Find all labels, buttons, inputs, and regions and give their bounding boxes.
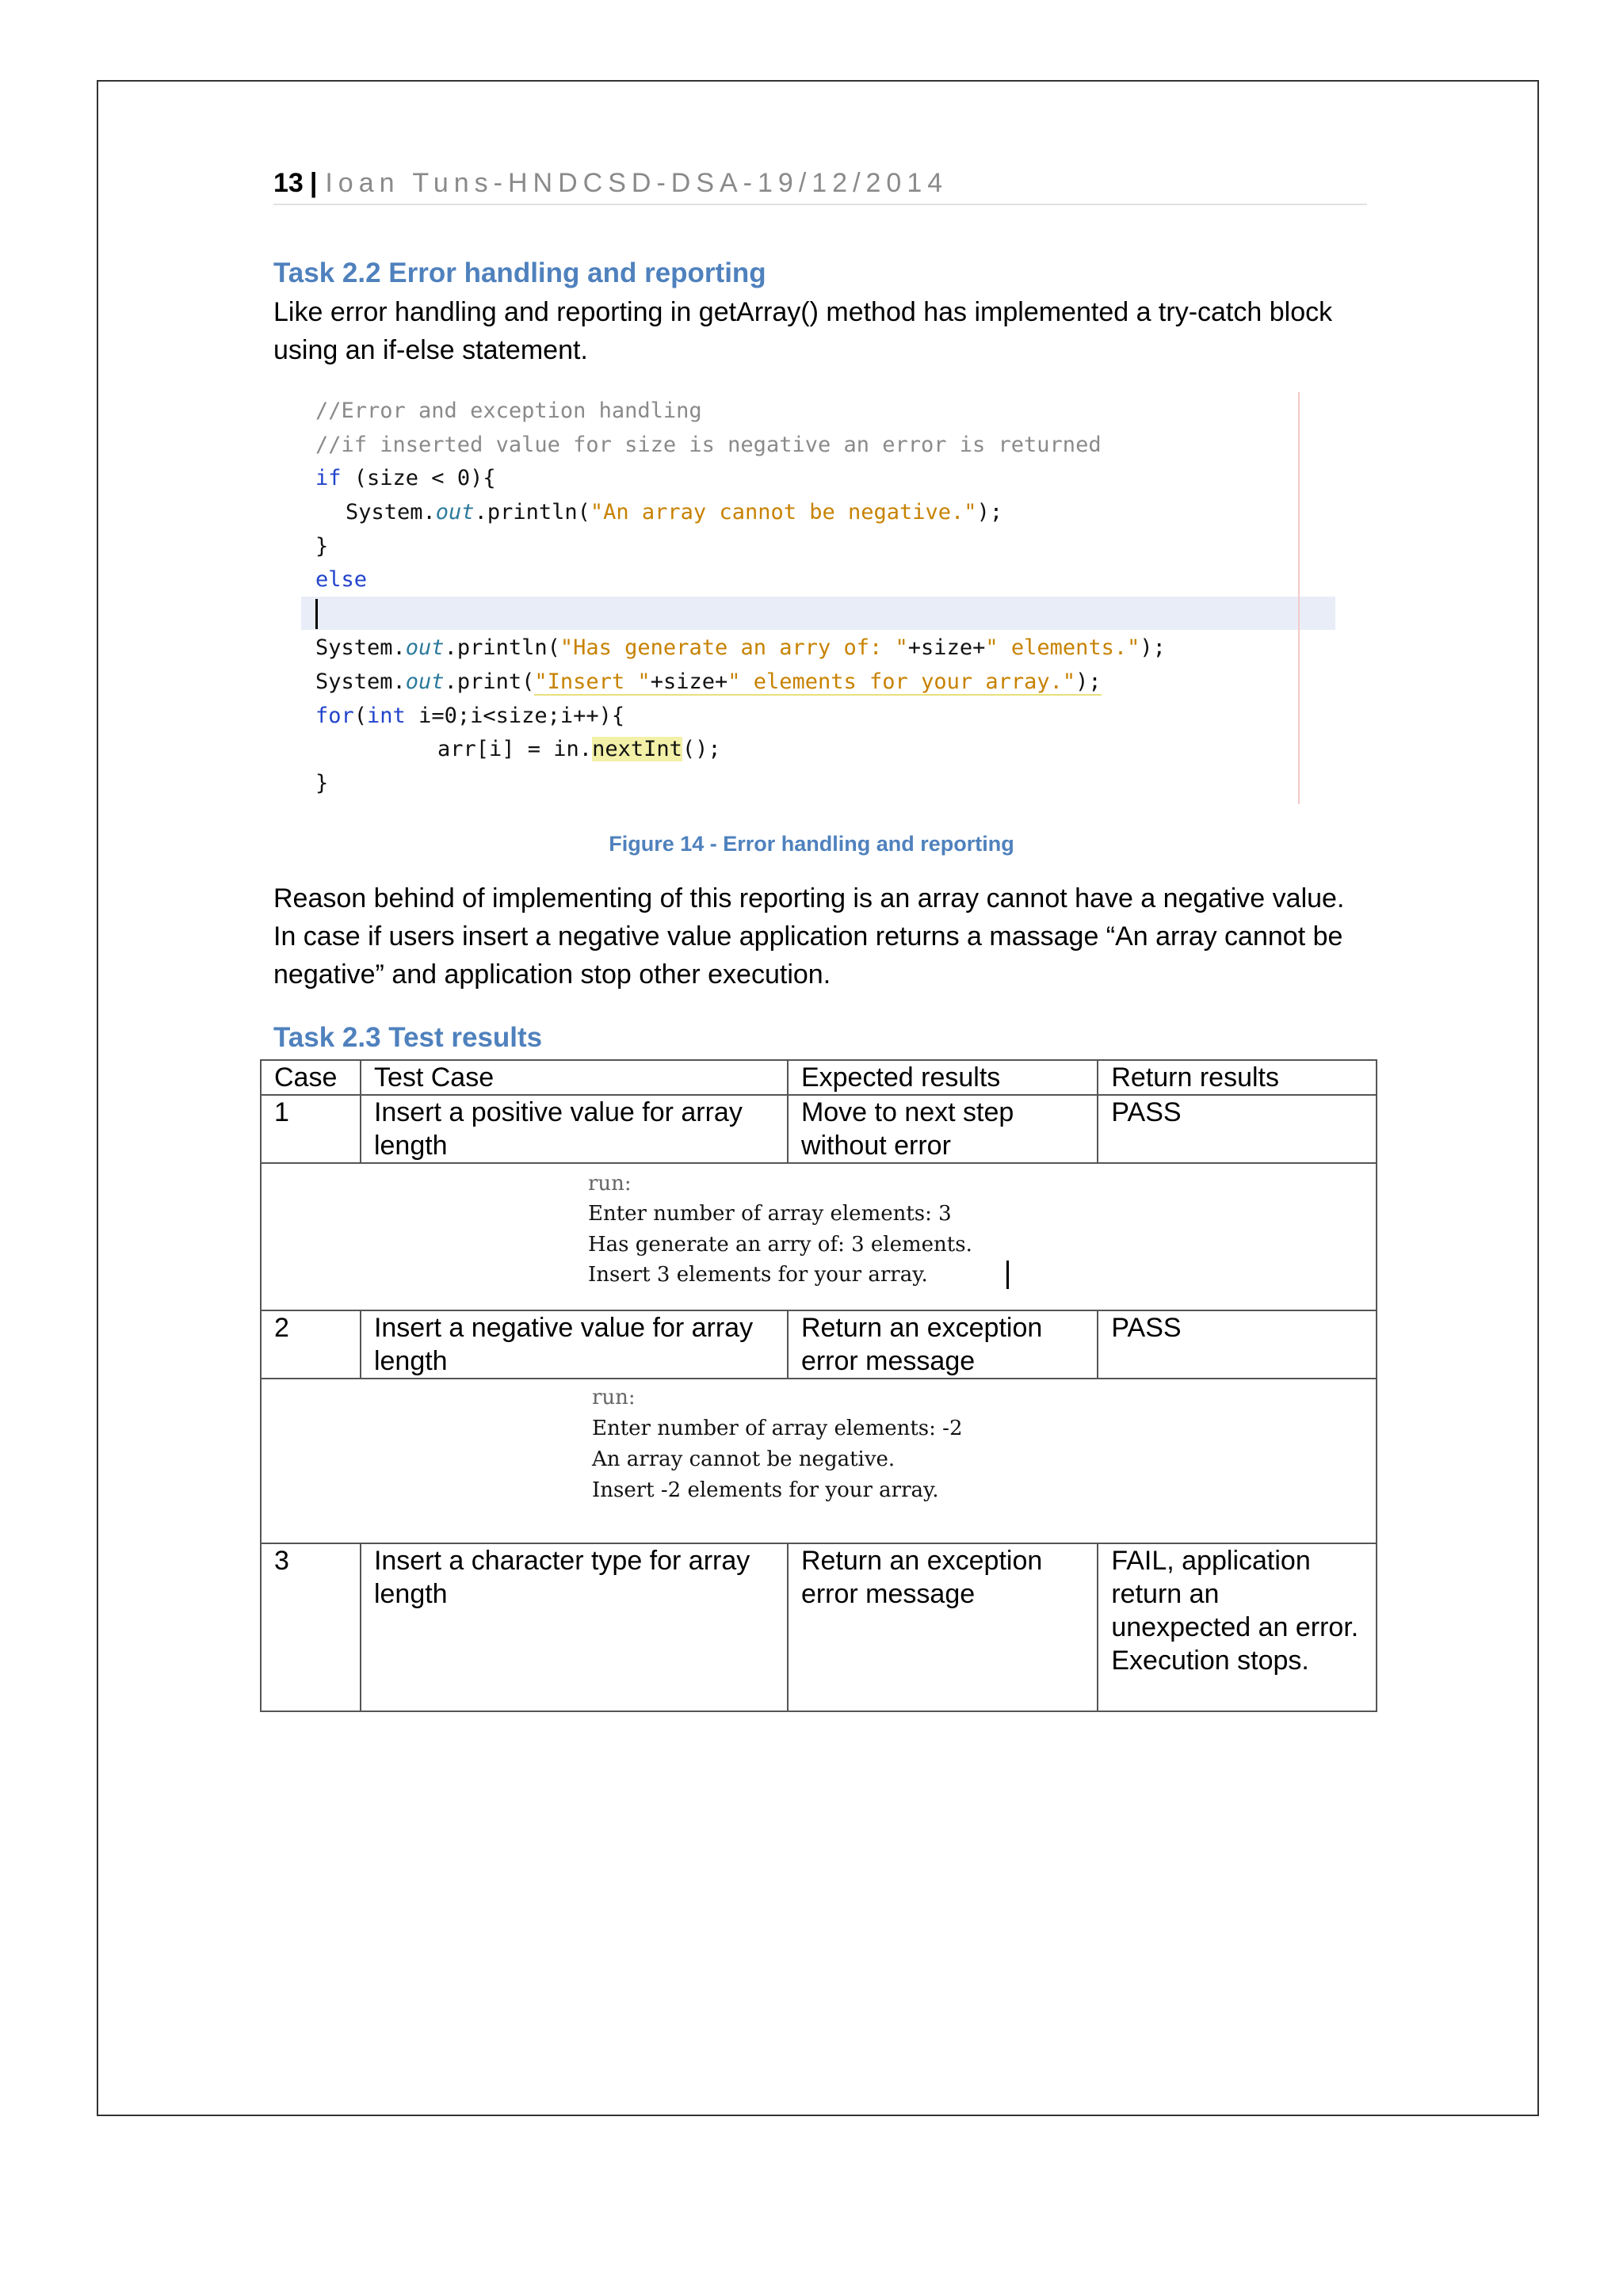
console-line: run: [588, 1172, 632, 1196]
expected-result: Move to next step without error [788, 1095, 1098, 1163]
header-separator: | [309, 168, 318, 198]
current-line-highlight [301, 597, 1335, 630]
header-case: Case [261, 1060, 361, 1095]
console-output-row [261, 1163, 1377, 1310]
page-header [273, 168, 948, 199]
reason-paragraph: Reason behind of implementing of this reporting is an array cannot have a negative value. In case if users insert a negative value application returns a massage “An array cannot be negative” and application stop other execution. [273, 883, 1345, 990]
console-output-2 [262, 1379, 1376, 1543]
console-line: Enter number of array elements: -2 [592, 1417, 963, 1440]
code-println-generate: System.out.println("Has generate an arry of: "+size+" elements."); [315, 635, 1166, 660]
table-row [261, 1095, 1377, 1163]
table-row [261, 1543, 1377, 1711]
running-title: Ioan Tuns-HNDCSD-DSA-19/12/2014 [325, 168, 949, 198]
console-line: Insert 3 elements for your array. [588, 1263, 928, 1287]
header-expected-results: Expected results [788, 1060, 1098, 1095]
code-print-insert: System.out.print("Insert "+size+" elements for your array."); [315, 669, 1102, 694]
console-line: An array cannot be negative. [592, 1447, 896, 1471]
code-comment-2: //if inserted value for size is negative an error is returned [315, 433, 1102, 457]
table-header-row [261, 1060, 1377, 1095]
case-number: 1 [261, 1095, 361, 1163]
task23-heading: Task 2.3 Test results [273, 1022, 543, 1053]
header-return-results: Return results [1098, 1060, 1377, 1095]
console-line: Has generate an arry of: 3 elements. [588, 1233, 972, 1257]
console-line: Insert -2 elements for your array. [592, 1478, 939, 1502]
figure-caption: Figure 14 - Error handling and reporting [609, 832, 1014, 856]
code-close-brace-2: } [315, 771, 329, 795]
return-result: FAIL, application return an unexpected an error. Execution stops. [1098, 1543, 1377, 1711]
case-number: 3 [261, 1543, 361, 1711]
code-if-line: if (size < 0){ [315, 466, 496, 490]
code-nextint-line: arr[i] = in.nextInt(); [437, 737, 721, 761]
code-println-negative: System.out.println("An array cannot be negative."); [346, 500, 1003, 524]
task22-intro: Like error handling and reporting in getArray() method has implemented a try-catch block using an if-else statement. [273, 297, 1333, 365]
code-else-line: else [315, 567, 368, 592]
test-case-description: Insert a character type for array length [361, 1543, 788, 1711]
editor-margin-line [1298, 392, 1300, 804]
table-row [261, 1310, 1377, 1379]
console-output-row [261, 1379, 1377, 1543]
test-case-description: Insert a negative value for array length [361, 1310, 788, 1379]
header-test-case: Test Case [361, 1060, 788, 1095]
expected-result: Return an exception error message [788, 1310, 1098, 1379]
case-number: 2 [261, 1310, 361, 1379]
console-line: Enter number of array elements: 3 [588, 1202, 952, 1226]
code-close-brace-1: } [315, 534, 329, 559]
test-case-description: Insert a positive value for array length [361, 1095, 788, 1163]
console-output-1 [262, 1164, 1376, 1310]
return-result: PASS [1098, 1310, 1377, 1379]
return-result: PASS [1098, 1095, 1377, 1163]
task22-heading: Task 2.2 Error handling and reporting [273, 257, 766, 288]
expected-result: Return an exception error message [788, 1543, 1098, 1711]
text-cursor [315, 599, 318, 629]
code-comment-1: //Error and exception handling [315, 399, 702, 423]
code-snippet [301, 392, 1335, 804]
page-number: 13 [273, 168, 304, 198]
header-rule [273, 204, 1367, 205]
test-results-table [260, 1059, 1377, 1712]
console-cursor [1006, 1261, 1009, 1289]
code-for-line: for(int i=0;i<size;i++){ [315, 704, 625, 728]
console-line: run: [592, 1386, 636, 1409]
